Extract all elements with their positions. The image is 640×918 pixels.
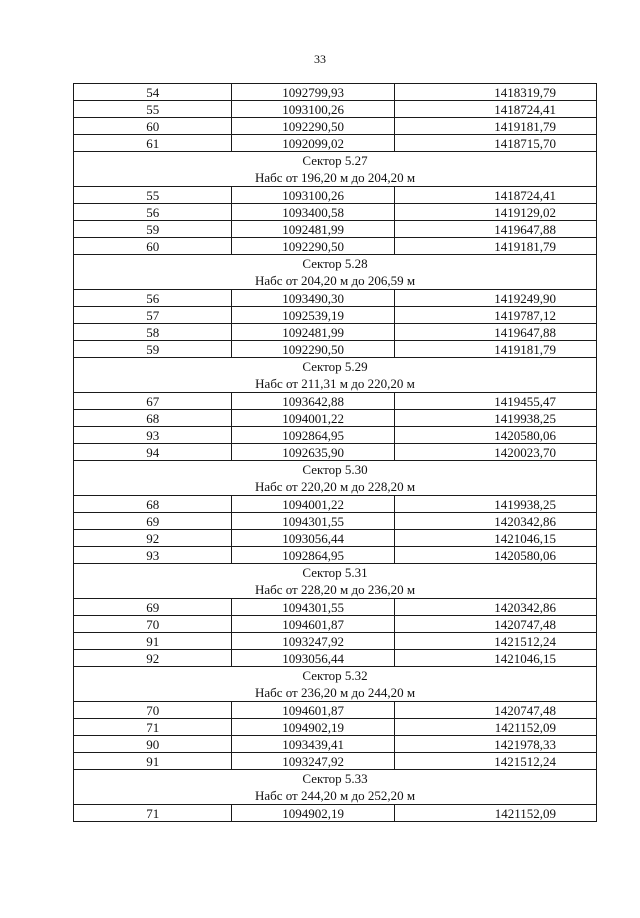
point-number-cell: 93 [74,427,232,444]
y-coordinate-cell: 1418724,41 [394,187,596,204]
point-number-cell: 67 [74,393,232,410]
y-coordinate-cell: 1421046,15 [394,530,596,547]
table-row [74,616,597,633]
x-coordinate-cell: 1093056,44 [232,530,394,547]
table-row [74,238,597,255]
y-coordinate-cell: 1421978,33 [394,736,596,753]
point-number-cell: 60 [74,238,232,255]
point-number-cell: 55 [74,101,232,118]
x-coordinate-cell: 1094601,87 [232,616,394,633]
sector-title: Сектор 5.33 [302,771,368,786]
page-number: 33 [314,52,326,66]
x-coordinate-cell: 1092799,93 [232,84,394,101]
point-number-cell: 69 [74,599,232,616]
table-row [74,221,597,238]
y-coordinate-cell: 1420580,06 [394,547,596,564]
point-number-cell: 92 [74,650,232,667]
x-coordinate-cell: 1093439,41 [232,736,394,753]
y-coordinate-cell: 1420580,06 [394,427,596,444]
table-row [74,393,597,410]
y-coordinate-cell: 1418319,79 [394,84,596,101]
sector-header-row [74,461,597,496]
sector-header-cell [74,461,597,496]
y-coordinate-cell: 1419181,79 [394,341,596,358]
point-number-cell: 57 [74,307,232,324]
x-coordinate-cell: 1093100,26 [232,101,394,118]
sector-header-cell [74,667,597,702]
point-number-cell: 68 [74,496,232,513]
sector-header-cell [74,152,597,187]
sector-header-cell [74,358,597,393]
table-row [74,290,597,307]
y-coordinate-cell: 1420747,48 [394,702,596,719]
sector-title: Сектор 5.28 [302,256,368,271]
point-number-cell: 58 [74,324,232,341]
sector-header-row [74,564,597,599]
point-number-cell: 59 [74,341,232,358]
y-coordinate-cell: 1419455,47 [394,393,596,410]
sector-title: Сектор 5.27 [302,153,368,168]
x-coordinate-cell: 1093056,44 [232,650,394,667]
sector-height-range: Набс от 196,20 м до 204,20 м [254,170,416,185]
x-coordinate-cell: 1092635,90 [232,444,394,461]
x-coordinate-cell: 1093642,88 [232,393,394,410]
point-number-cell: 92 [74,530,232,547]
x-coordinate-cell: 1094001,22 [232,496,394,513]
y-coordinate-cell: 1421152,09 [394,719,596,736]
sector-height-range: Набс от 236,20 м до 244,20 м [254,685,416,700]
x-coordinate-cell: 1093247,92 [232,633,394,650]
x-coordinate-cell: 1092481,99 [232,324,394,341]
y-coordinate-cell: 1419938,25 [394,410,596,427]
table-row [74,753,597,770]
y-coordinate-cell: 1420342,86 [394,599,596,616]
point-number-cell: 54 [74,84,232,101]
table-row [74,427,597,444]
table-row [74,547,597,564]
y-coordinate-cell: 1420747,48 [394,616,596,633]
x-coordinate-cell: 1092099,02 [232,135,394,152]
coordinates-table-body [74,84,597,822]
sector-title: Сектор 5.29 [302,359,368,374]
point-number-cell: 70 [74,702,232,719]
y-coordinate-cell: 1419647,88 [394,221,596,238]
table-row [74,513,597,530]
point-number-cell: 91 [74,753,232,770]
point-number-cell: 68 [74,410,232,427]
point-number-cell: 90 [74,736,232,753]
x-coordinate-cell: 1092864,95 [232,427,394,444]
table-row [74,530,597,547]
x-coordinate-cell: 1093247,92 [232,753,394,770]
y-coordinate-cell: 1419181,79 [394,118,596,135]
point-number-cell: 70 [74,616,232,633]
x-coordinate-cell: 1092539,19 [232,307,394,324]
point-number-cell: 91 [74,633,232,650]
point-number-cell: 71 [74,719,232,736]
y-coordinate-cell: 1419647,88 [394,324,596,341]
sector-header-row [74,358,597,393]
x-coordinate-cell: 1094301,55 [232,599,394,616]
sector-height-range: Набс от 211,31 м до 220,20 м [255,376,415,391]
x-coordinate-cell: 1094301,55 [232,513,394,530]
x-coordinate-cell: 1092290,50 [232,118,394,135]
point-number-cell: 60 [74,118,232,135]
x-coordinate-cell: 1094601,87 [232,702,394,719]
point-number-cell: 56 [74,290,232,307]
point-number-cell: 69 [74,513,232,530]
sector-header-row [74,255,597,290]
point-number-cell: 55 [74,187,232,204]
table-row [74,84,597,101]
point-number-cell: 59 [74,221,232,238]
table-row [74,805,597,822]
y-coordinate-cell: 1421152,09 [394,805,596,822]
table-row [74,633,597,650]
y-coordinate-cell: 1418715,70 [394,135,596,152]
table-row [74,650,597,667]
table-row [74,324,597,341]
y-coordinate-cell: 1419787,12 [394,307,596,324]
y-coordinate-cell: 1419938,25 [394,496,596,513]
x-coordinate-cell: 1092290,50 [232,341,394,358]
x-coordinate-cell: 1094902,19 [232,719,394,736]
y-coordinate-cell: 1420023,70 [394,444,596,461]
x-coordinate-cell: 1093490,30 [232,290,394,307]
y-coordinate-cell: 1421512,24 [394,633,596,650]
sector-height-range: Набс от 244,20 м до 252,20 м [254,788,416,803]
coordinates-table [73,83,597,822]
point-number-cell: 93 [74,547,232,564]
sector-header-cell [74,770,597,805]
sector-title: Сектор 5.31 [302,565,368,580]
table-row [74,599,597,616]
table-row [74,341,597,358]
sector-header-row [74,667,597,702]
point-number-cell: 61 [74,135,232,152]
x-coordinate-cell: 1092864,95 [232,547,394,564]
table-row [74,204,597,221]
table-row [74,135,597,152]
y-coordinate-cell: 1420342,86 [394,513,596,530]
sector-height-range: Набс от 228,20 м до 236,20 м [254,582,416,597]
sector-header-cell [74,564,597,599]
x-coordinate-cell: 1094001,22 [232,410,394,427]
table-row [74,101,597,118]
sector-title: Сектор 5.32 [302,668,368,683]
point-number-cell: 71 [74,805,232,822]
y-coordinate-cell: 1421512,24 [394,753,596,770]
sector-header-row [74,770,597,805]
x-coordinate-cell: 1092290,50 [232,238,394,255]
point-number-cell: 94 [74,444,232,461]
x-coordinate-cell: 1092481,99 [232,221,394,238]
x-coordinate-cell: 1093400,58 [232,204,394,221]
x-coordinate-cell: 1093100,26 [232,187,394,204]
table-row [74,444,597,461]
sector-header-cell [74,255,597,290]
y-coordinate-cell: 1419129,02 [394,204,596,221]
table-row [74,496,597,513]
y-coordinate-cell: 1421046,15 [394,650,596,667]
x-coordinate-cell: 1094902,19 [232,805,394,822]
table-row [74,307,597,324]
table-row [74,719,597,736]
y-coordinate-cell: 1419181,79 [394,238,596,255]
point-number-cell: 56 [74,204,232,221]
table-row [74,118,597,135]
sector-title: Сектор 5.30 [302,462,368,477]
sector-height-range: Набс от 204,20 м до 206,59 м [254,273,416,288]
sector-height-range: Набс от 220,20 м до 228,20 м [254,479,416,494]
sector-header-row [74,152,597,187]
table-row [74,187,597,204]
y-coordinate-cell: 1419249,90 [394,290,596,307]
y-coordinate-cell: 1418724,41 [394,101,596,118]
table-row [74,736,597,753]
table-row [74,410,597,427]
table-row [74,702,597,719]
